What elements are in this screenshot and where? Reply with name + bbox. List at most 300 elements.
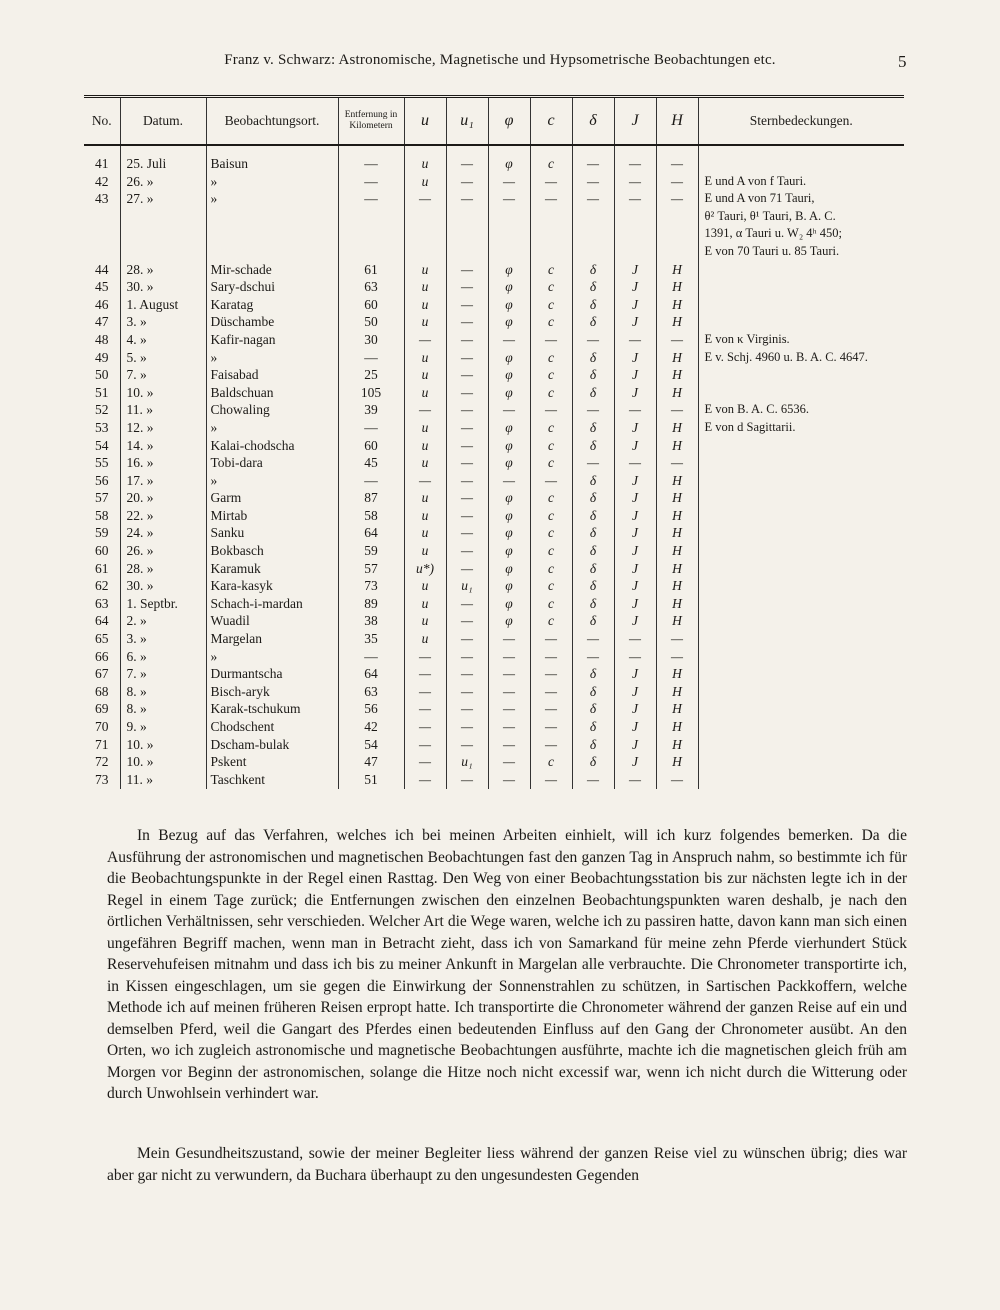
table-row [84, 631, 904, 649]
cell-sternbedeckung [698, 649, 904, 667]
cell-delta: δ [572, 666, 614, 684]
cell-H: H [656, 578, 698, 596]
cell-sternbedeckung [698, 156, 904, 174]
cell-delta: — [572, 191, 614, 209]
cell-phi: φ [488, 508, 530, 526]
cell-no: 59 [95, 525, 109, 541]
col-header-u: u [404, 97, 446, 146]
cell-no: 60 [95, 543, 109, 559]
cell-distance: — [338, 420, 404, 438]
cell-datum: 7. » [120, 367, 206, 385]
col-header-u1: u₁ [446, 97, 488, 146]
cell-no: 49 [95, 349, 109, 365]
cell-J: J [614, 561, 656, 579]
cell-phi: φ [488, 262, 530, 280]
cell-sternbedeckung: E und A von 71 Tauri, [698, 191, 904, 209]
cell-phi: — [488, 191, 530, 209]
cell-distance: 57 [338, 561, 404, 579]
col-header-entfernung: Entfernung in Kilometern [338, 97, 404, 146]
cell-u: u*) [404, 561, 446, 579]
cell-delta: δ [572, 701, 614, 719]
cell-sternbedeckung [698, 385, 904, 403]
cell-ort: » [206, 191, 338, 209]
cell-ort: Düschambe [206, 314, 338, 332]
cell-distance: 47 [338, 754, 404, 772]
cell-distance: — [338, 191, 404, 209]
cell-H: H [656, 719, 698, 737]
cell-c: — [530, 719, 572, 737]
cell-datum: 8. » [120, 684, 206, 702]
cell-sternbedeckung [698, 772, 904, 790]
cell-u: — [404, 737, 446, 755]
cell-datum: 10. » [120, 385, 206, 403]
cell-no: 55 [95, 455, 109, 471]
cell-H: H [656, 684, 698, 702]
cell-distance: 25 [338, 367, 404, 385]
cell-J: J [614, 525, 656, 543]
table-header-row [84, 97, 904, 146]
cell-u [404, 244, 446, 262]
table-row [84, 332, 904, 350]
cell-c: c [530, 279, 572, 297]
cell-J: — [614, 332, 656, 350]
cell-H: H [656, 385, 698, 403]
cell-phi: φ [488, 596, 530, 614]
cell-u1: — [446, 367, 488, 385]
cell-datum: 1. August [120, 297, 206, 315]
cell-H: H [656, 473, 698, 491]
table-row [84, 402, 904, 420]
cell-delta: — [572, 332, 614, 350]
cell-phi: φ [488, 297, 530, 315]
cell-u1: — [446, 737, 488, 755]
cell-c: c [530, 508, 572, 526]
cell-distance: 63 [338, 684, 404, 702]
table-row [84, 578, 904, 596]
cell-delta: δ [572, 279, 614, 297]
table-row [84, 420, 904, 438]
cell-J: J [614, 508, 656, 526]
cell-u: u [404, 174, 446, 192]
cell-u1: — [446, 191, 488, 209]
page-number: 5 [898, 52, 907, 71]
cell-distance: 105 [338, 385, 404, 403]
cell-ort: Karatag [206, 297, 338, 315]
cell-no: 72 [95, 754, 109, 770]
cell-datum: 5. » [120, 350, 206, 368]
cell-J: J [614, 420, 656, 438]
cell-H: — [656, 402, 698, 420]
cell-sternbedeckung [698, 596, 904, 614]
cell-c: — [530, 649, 572, 667]
table-row [84, 367, 904, 385]
cell-u: — [404, 473, 446, 491]
table-row [84, 244, 904, 262]
cell-phi: — [488, 772, 530, 790]
table-row [84, 561, 904, 579]
cell-u: u [404, 279, 446, 297]
cell-J: J [614, 596, 656, 614]
cell-datum: 17. » [120, 473, 206, 491]
cell-no: 44 [95, 261, 109, 277]
table-row [84, 209, 904, 227]
cell-distance: 39 [338, 402, 404, 420]
cell-ort: Taschkent [206, 772, 338, 790]
cell-H: H [656, 508, 698, 526]
cell-ort: Kara-kasyk [206, 578, 338, 596]
cell-no: 57 [95, 490, 109, 506]
cell-u1: — [446, 649, 488, 667]
cell-u: — [404, 332, 446, 350]
cell-distance: 61 [338, 262, 404, 280]
cell-J: J [614, 543, 656, 561]
cell-datum: 14. » [120, 438, 206, 456]
cell-H: H [656, 754, 698, 772]
cell-delta: δ [572, 684, 614, 702]
cell-distance: 87 [338, 490, 404, 508]
cell-c: — [530, 701, 572, 719]
cell-u1: — [446, 543, 488, 561]
cell-u1: u₁ [446, 578, 488, 596]
cell-phi: φ [488, 156, 530, 174]
cell-c: — [530, 191, 572, 209]
table-row [84, 297, 904, 315]
cell-distance: 50 [338, 314, 404, 332]
table-row [84, 455, 904, 473]
cell-phi [488, 209, 530, 227]
cell-H: H [656, 297, 698, 315]
table-row [84, 226, 904, 244]
cell-c: — [530, 332, 572, 350]
cell-c: c [530, 350, 572, 368]
cell-u: — [404, 191, 446, 209]
cell-no [84, 244, 120, 262]
cell-ort: Durmantscha [206, 666, 338, 684]
cell-phi: — [488, 737, 530, 755]
cell-H: H [656, 279, 698, 297]
cell-ort: Faisabad [206, 367, 338, 385]
cell-H [656, 226, 698, 244]
cell-distance: 54 [338, 737, 404, 755]
cell-distance: 89 [338, 596, 404, 614]
cell-c: c [530, 156, 572, 174]
cell-distance: — [338, 174, 404, 192]
cell-J: J [614, 314, 656, 332]
cell-datum: 30. » [120, 578, 206, 596]
cell-sternbedeckung: E von d Sagittarii. [698, 420, 904, 438]
cell-u1: — [446, 438, 488, 456]
cell-phi: — [488, 754, 530, 772]
cell-phi: — [488, 666, 530, 684]
cell-delta: δ [572, 561, 614, 579]
cell-no: 56 [95, 472, 109, 488]
cell-u: u [404, 508, 446, 526]
cell-phi: — [488, 402, 530, 420]
table-row [84, 525, 904, 543]
cell-delta: δ [572, 473, 614, 491]
cell-u1: — [446, 666, 488, 684]
cell-u1: — [446, 455, 488, 473]
cell-c: c [530, 314, 572, 332]
cell-u: u [404, 525, 446, 543]
cell-delta: δ [572, 420, 614, 438]
cell-H: H [656, 561, 698, 579]
cell-u1: — [446, 613, 488, 631]
cell-u: — [404, 649, 446, 667]
paragraph-text: In Bezug auf das Verfahren, welches ich bei meinen Arbeiten einhielt, will ich kurz folgendes bemerken. Da die Ausführung der astronomischen und magnetischen Beobachtungen fast den ganzen Tag in Anspruch nahm, so bestimmte ich für die Beobachtungspunkte in der Regel einen Rasttag. Den Weg von einer Beobachtungsstation bis zur nächsten legte ich in der Regel in einem Tage zurück; die Entfernungen zwischen den einzelnen Beobachtungspunkten waren deshalb, je nach den örtlichen Verhältnissen, sehr verschieden. Welcher Art die Wege waren, welche ich zu passiren hatte, davon kann man sich einen ungefähren Begriff machen, wenn man in Betracht zieht, dass ich von Samarkand für meine zehn Pferde vierhundert Stück Reservehufeisen mitnahm und dass ich bis zu meiner Ankunft in Margelan alle verbrauchte. Die Chronometer transportirte ich, in Kissen eingeschlagen, um sie gegen die Einwirkung der Sonnenstrahlen zu schützen, in Sartischen Packkoffern, welche Methode ich auf meinen früheren Reisen erpropt hatte. Ich transportirte die Chronometer während der ganzen Reise auf ein und demselben Pferd, weil die Gangart des Pferdes einen bedeutenden Einfluss auf den Gang der Chronometer ausübt. An den Orten, wo ich zugleich astronomische und magnetische Beobachtungen ausführte, machte ich die magnetischen gleich früh am Morgen vor Beginn der astronomischen, solange die Hitze noch nicht excessif war, wenn ich nicht durch die Witterung oder durch Unwohlsein verhindert war. [107, 827, 907, 1102]
cell-c: c [530, 438, 572, 456]
col-header-phi: φ [488, 97, 530, 146]
cell-phi: — [488, 332, 530, 350]
cell-sternbedeckung [698, 737, 904, 755]
cell-distance: 60 [338, 438, 404, 456]
cell-delta: — [572, 402, 614, 420]
cell-ort: Tobi-dara [206, 455, 338, 473]
cell-sternbedeckung [698, 543, 904, 561]
cell-u: u [404, 367, 446, 385]
cell-J: — [614, 649, 656, 667]
col-header-J: J [614, 97, 656, 146]
cell-c: c [530, 455, 572, 473]
cell-J: — [614, 402, 656, 420]
cell-phi: φ [488, 561, 530, 579]
cell-u: — [404, 754, 446, 772]
cell-c: c [530, 613, 572, 631]
cell-c: — [530, 402, 572, 420]
cell-distance: 64 [338, 525, 404, 543]
table-row [84, 737, 904, 755]
table-body [84, 145, 904, 789]
cell-ort: Chowaling [206, 402, 338, 420]
cell-sternbedeckung [698, 490, 904, 508]
cell-phi [488, 244, 530, 262]
cell-u: u [404, 578, 446, 596]
cell-distance: — [338, 473, 404, 491]
cell-ort: » [206, 473, 338, 491]
cell-no: 47 [95, 314, 109, 330]
cell-sternbedeckung: E v. Schj. 4960 u. B. A. C. 4647. [698, 350, 904, 368]
cell-H: H [656, 420, 698, 438]
cell-distance: — [338, 156, 404, 174]
cell-phi: φ [488, 420, 530, 438]
cell-sternbedeckung [698, 473, 904, 491]
cell-c: — [530, 737, 572, 755]
cell-delta [572, 244, 614, 262]
cell-u1: — [446, 174, 488, 192]
cell-H [656, 244, 698, 262]
cell-u: u [404, 455, 446, 473]
cell-delta [572, 209, 614, 227]
cell-sternbedeckung: θ² Tauri, θ¹ Tauri, B. A. C. [698, 209, 904, 227]
cell-phi: — [488, 631, 530, 649]
col-header-no: No. [84, 97, 120, 146]
cell-J: J [614, 701, 656, 719]
cell-datum: 26. » [120, 543, 206, 561]
cell-c: — [530, 684, 572, 702]
table-row [84, 174, 904, 192]
cell-H: — [656, 631, 698, 649]
cell-ort: Bokbasch [206, 543, 338, 561]
cell-J: J [614, 490, 656, 508]
cell-sternbedeckung [698, 631, 904, 649]
cell-J [614, 244, 656, 262]
cell-no: 73 [95, 771, 109, 787]
cell-J: J [614, 613, 656, 631]
cell-sternbedeckung [698, 666, 904, 684]
cell-phi: φ [488, 455, 530, 473]
cell-distance: 64 [338, 666, 404, 684]
table-row [84, 719, 904, 737]
cell-u1: — [446, 719, 488, 737]
cell-H: H [656, 701, 698, 719]
cell-c: c [530, 367, 572, 385]
table-row [84, 684, 904, 702]
cell-sternbedeckung: E von κ Virginis. [698, 332, 904, 350]
table-row [84, 262, 904, 280]
cell-distance [338, 244, 404, 262]
cell-no: 64 [95, 613, 109, 629]
cell-H: H [656, 490, 698, 508]
cell-sternbedeckung [698, 561, 904, 579]
cell-J: J [614, 473, 656, 491]
cell-ort [206, 244, 338, 262]
cell-no: 43 [95, 191, 109, 207]
cell-J: J [614, 350, 656, 368]
cell-delta: — [572, 455, 614, 473]
cell-sternbedeckung [698, 438, 904, 456]
table-row [84, 438, 904, 456]
table-spacer-row [84, 145, 904, 156]
cell-phi: φ [488, 385, 530, 403]
cell-u: u [404, 613, 446, 631]
cell-phi [488, 226, 530, 244]
col-header-sternbedeckungen: Sternbedeckungen. [698, 97, 904, 146]
cell-H: H [656, 737, 698, 755]
cell-no: 54 [95, 437, 109, 453]
running-title: Franz v. Schwarz: Astronomische, Magnetische und Hypsometrische Beobachtungen etc. [224, 52, 776, 68]
cell-distance: 42 [338, 719, 404, 737]
cell-H: H [656, 543, 698, 561]
col-header-datum: Datum. [120, 97, 206, 146]
cell-sternbedeckung [698, 367, 904, 385]
cell-phi: φ [488, 279, 530, 297]
cell-phi: φ [488, 613, 530, 631]
cell-datum [120, 244, 206, 262]
cell-datum: 1. Septbr. [120, 596, 206, 614]
cell-datum [120, 226, 206, 244]
cell-ort: » [206, 649, 338, 667]
cell-H: — [656, 156, 698, 174]
cell-datum: 7. » [120, 666, 206, 684]
cell-ort: Karak-tschukum [206, 701, 338, 719]
cell-u: u [404, 490, 446, 508]
cell-ort: Margelan [206, 631, 338, 649]
cell-J [614, 226, 656, 244]
cell-ort [206, 226, 338, 244]
cell-u: u [404, 385, 446, 403]
cell-datum: 6. » [120, 649, 206, 667]
cell-u1: — [446, 772, 488, 790]
table-row [84, 191, 904, 209]
cell-phi: — [488, 684, 530, 702]
table-row [84, 701, 904, 719]
cell-datum: 9. » [120, 719, 206, 737]
cell-phi: — [488, 719, 530, 737]
cell-H: H [656, 613, 698, 631]
cell-c: — [530, 631, 572, 649]
cell-u: — [404, 666, 446, 684]
cell-delta: δ [572, 754, 614, 772]
cell-delta: δ [572, 596, 614, 614]
cell-u [404, 209, 446, 227]
cell-ort: » [206, 350, 338, 368]
cell-c: c [530, 596, 572, 614]
cell-H: H [656, 314, 698, 332]
cell-c: c [530, 543, 572, 561]
cell-phi: φ [488, 438, 530, 456]
cell-distance: 38 [338, 613, 404, 631]
col-header-ort: Beobachtungsort. [206, 97, 338, 146]
cell-datum: 20. » [120, 490, 206, 508]
cell-u1: — [446, 525, 488, 543]
cell-datum: 3. » [120, 314, 206, 332]
cell-ort: Mir-schade [206, 262, 338, 280]
cell-delta: δ [572, 314, 614, 332]
cell-c: c [530, 297, 572, 315]
cell-u1 [446, 226, 488, 244]
table-row [84, 596, 904, 614]
cell-u1: u₁ [446, 754, 488, 772]
table-row [84, 772, 904, 790]
cell-no: 69 [95, 701, 109, 717]
body-paragraph-1 [107, 825, 907, 1105]
cell-u1: — [446, 156, 488, 174]
cell-c: c [530, 420, 572, 438]
cell-H: — [656, 191, 698, 209]
table-row [84, 666, 904, 684]
page-header [0, 52, 1000, 74]
cell-ort: Kafir-nagan [206, 332, 338, 350]
cell-no: 52 [95, 402, 109, 418]
cell-datum: 25. Juli [120, 156, 206, 174]
cell-datum: 27. » [120, 191, 206, 209]
cell-sternbedeckung [698, 613, 904, 631]
cell-ort: Mirtab [206, 508, 338, 526]
cell-u: — [404, 684, 446, 702]
cell-distance: 30 [338, 332, 404, 350]
cell-delta: δ [572, 297, 614, 315]
cell-phi: — [488, 174, 530, 192]
cell-phi: φ [488, 543, 530, 561]
cell-u: — [404, 402, 446, 420]
cell-u: — [404, 701, 446, 719]
cell-distance: — [338, 649, 404, 667]
cell-no: 53 [95, 419, 109, 435]
cell-delta: — [572, 649, 614, 667]
cell-delta: δ [572, 719, 614, 737]
cell-no: 50 [95, 367, 109, 383]
table-row [84, 350, 904, 368]
cell-phi: — [488, 473, 530, 491]
cell-datum: 30. » [120, 279, 206, 297]
cell-c: c [530, 525, 572, 543]
cell-ort: Baldschuan [206, 385, 338, 403]
cell-sternbedeckung [698, 701, 904, 719]
cell-no [84, 226, 120, 244]
cell-H: H [656, 438, 698, 456]
cell-H: H [656, 262, 698, 280]
cell-c [530, 209, 572, 227]
